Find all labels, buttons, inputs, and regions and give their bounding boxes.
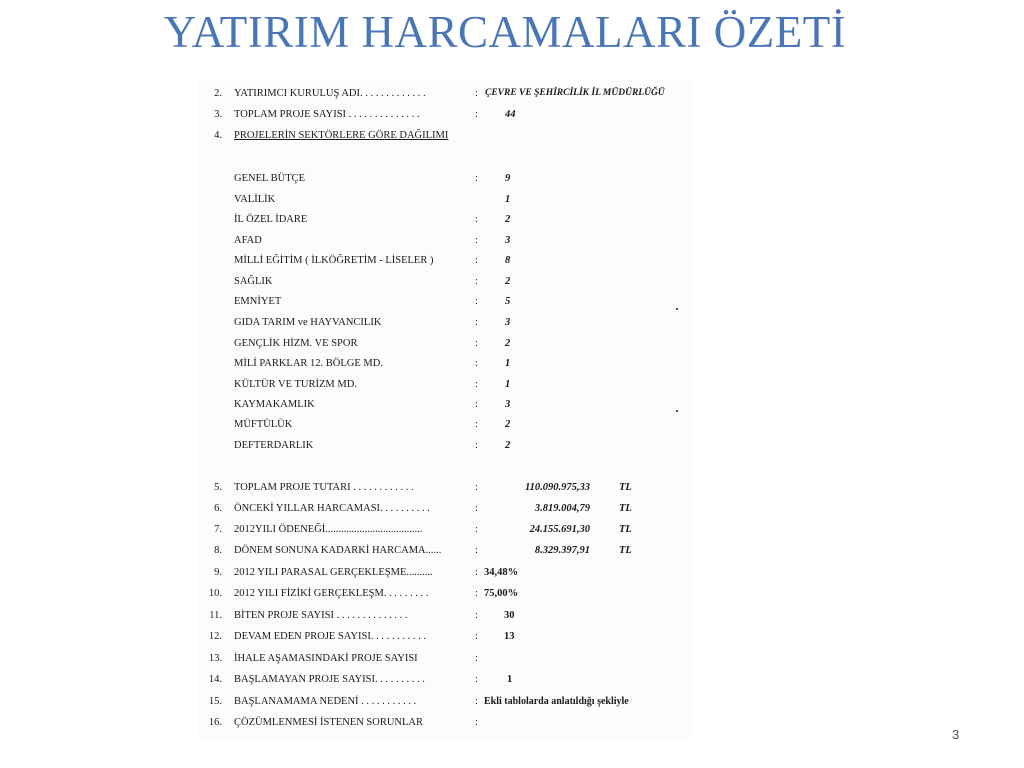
row-colon: : xyxy=(475,276,478,287)
row-label: DEVAM EDEN PROJE SAYISI. . . . . . . . . . . xyxy=(234,631,426,642)
row-colon: : xyxy=(475,358,478,369)
row-value: 3 xyxy=(505,317,511,328)
row-colon: : xyxy=(475,717,478,728)
row-value: 1 xyxy=(505,379,511,390)
row-label: DÖNEM SONUNA KADARKİ HARCAMA...... xyxy=(234,545,442,556)
row-colon: : xyxy=(475,296,478,307)
row-colon: : xyxy=(475,567,478,578)
row-value: 3.819.004,79 xyxy=(534,503,590,514)
row-value: 2 xyxy=(505,214,511,225)
row-number: 5. xyxy=(214,482,222,493)
row-number: 8. xyxy=(214,545,222,556)
row-label: PROJELERİN SEKTÖRLERE GÖRE DAĞILIMI xyxy=(234,130,449,141)
row-colon: : xyxy=(475,173,478,184)
row-value: 2 xyxy=(505,419,511,430)
row-label: SAĞLIK xyxy=(234,276,273,287)
row-label: 2012YILI ÖDENEĞİ..................................... xyxy=(234,524,423,535)
row-label: EMNİYET xyxy=(234,296,282,307)
row-label: GENÇLİK HİZM. VE SPOR xyxy=(234,338,358,349)
row-number: 6. xyxy=(214,503,222,514)
row-label: MİLİ PARKLAR 12. BÖLGE MD. xyxy=(234,358,383,369)
row-number: 12. xyxy=(208,631,222,642)
row-colon: : xyxy=(475,109,478,120)
row-number: 9. xyxy=(214,567,222,578)
row-colon: : xyxy=(475,255,478,266)
row-value: 44 xyxy=(505,109,516,120)
speck-mark xyxy=(676,410,678,412)
row-colon: : xyxy=(475,338,478,349)
row-value: 8 xyxy=(505,255,511,266)
row-value: 1 xyxy=(507,674,513,685)
row-colon: : xyxy=(475,503,478,514)
row-value: 30 xyxy=(504,610,515,621)
row-number: 13. xyxy=(208,653,222,664)
row-number: 16. xyxy=(208,717,222,728)
row-number: 4. xyxy=(214,130,222,141)
row-label: 2012 YILI FİZİKİ GERÇEKLEŞM. . . . . . . . . xyxy=(234,588,429,599)
row-value: 8.329.397,91 xyxy=(534,545,590,556)
row-number: 11. xyxy=(209,610,222,621)
row-value: 1 xyxy=(505,194,511,205)
row-label: TOPLAM PROJE TUTARI . . . . . . . . . . . . xyxy=(234,482,414,493)
row-value: 2 xyxy=(505,276,511,287)
row-colon: : xyxy=(475,674,478,685)
row-number: 10. xyxy=(208,588,222,599)
row-label: VALİLİK xyxy=(234,194,276,205)
row-label: ÇÖZÜMLENMESİ İSTENEN SORUNLAR xyxy=(234,717,423,728)
row-value: 24.155.691,30 xyxy=(529,524,590,535)
row-label: BAŞLANAMAMA NEDENİ . . . . . . . . . . . xyxy=(234,696,417,707)
row-value: 34,48% xyxy=(484,567,519,578)
row-label: TOPLAM PROJE SAYISI . . . . . . . . . . . . . . xyxy=(234,109,420,120)
row-label: MÜFTÜLÜK xyxy=(234,419,293,430)
row-number: 7. xyxy=(214,524,222,535)
row-colon: : xyxy=(475,419,478,430)
row-label: İL ÖZEL İDARE xyxy=(234,214,308,225)
row-number: 2. xyxy=(214,88,222,99)
row-colon: : xyxy=(475,88,478,99)
row-label: KAYMAKAMLIK xyxy=(234,399,315,410)
row-label: İHALE AŞAMASINDAKİ PROJE SAYISI xyxy=(234,653,418,664)
row-number: 14. xyxy=(208,674,222,685)
row-value: 110.090.975,33 xyxy=(524,482,590,493)
row-value: 13 xyxy=(504,631,515,642)
row-colon: : xyxy=(475,399,478,410)
row-colon: : xyxy=(475,653,478,664)
speck-mark xyxy=(676,308,678,310)
row-colon: : xyxy=(475,696,478,707)
row-colon: : xyxy=(475,588,478,599)
row-label: 2012 YILI PARASAL GERÇEKLEŞME.......... xyxy=(234,567,433,578)
row-value: 75,00% xyxy=(484,588,519,599)
row-number: 15. xyxy=(208,696,222,707)
page-number: 3 xyxy=(952,727,960,742)
row-value: 1 xyxy=(505,358,511,369)
slide-title: YATIRIM HARCAMALARI ÖZETİ xyxy=(163,7,847,57)
row-label: DEFTERDARLIK xyxy=(234,440,314,451)
row-colon: : xyxy=(475,379,478,390)
row-label: MİLLİ EĞİTİM ( İLKÖĞRETİM - LİSELER ) xyxy=(234,255,434,266)
row-currency: TL xyxy=(619,524,632,535)
row-colon: : xyxy=(475,317,478,328)
row-label: BİTEN PROJE SAYISI . . . . . . . . . . . . . . xyxy=(234,610,408,621)
row-colon: : xyxy=(475,440,478,451)
row-colon: : xyxy=(475,524,478,535)
row-number: 3. xyxy=(214,109,222,120)
row-currency: TL xyxy=(619,545,632,556)
row-value: 2 xyxy=(505,338,511,349)
row-label: GENEL BÜTÇE xyxy=(234,173,306,184)
row-value: 5 xyxy=(505,296,511,307)
row-colon: : xyxy=(475,545,478,556)
row-label: GIDA TARIM ve HAYVANCILIK xyxy=(234,317,382,328)
row-value: 9 xyxy=(505,173,511,184)
row-label: YATIRIMCI KURULUŞ ADI. . . . . . . . . . . . . xyxy=(234,88,426,99)
row-label: BAŞLAMAYAN PROJE SAYISI. . . . . . . . . . xyxy=(234,674,425,685)
row-colon: : xyxy=(475,235,478,246)
row-colon: : xyxy=(475,482,478,493)
row-label: KÜLTÜR VE TURİZM MD. xyxy=(234,379,357,390)
row-colon: : xyxy=(475,214,478,225)
row-value: 3 xyxy=(505,235,511,246)
row-value: 3 xyxy=(505,399,511,410)
row-currency: TL xyxy=(619,482,632,493)
row-colon: : xyxy=(475,610,478,621)
row-value: Ekli tablolarda anlatıldığı şekliyle xyxy=(484,696,629,707)
row-value: ÇEVRE VE ŞEHİRCİLİK İL MÜDÜRLÜĞÜ xyxy=(485,88,665,98)
row-label: ÖNCEKİ YILLAR HARCAMASI. . . . . . . . . . xyxy=(234,503,430,514)
row-label: AFAD xyxy=(234,235,262,246)
row-currency: TL xyxy=(619,503,632,514)
scanned-document xyxy=(198,80,692,740)
row-value: 2 xyxy=(505,440,511,451)
row-colon: : xyxy=(475,631,478,642)
